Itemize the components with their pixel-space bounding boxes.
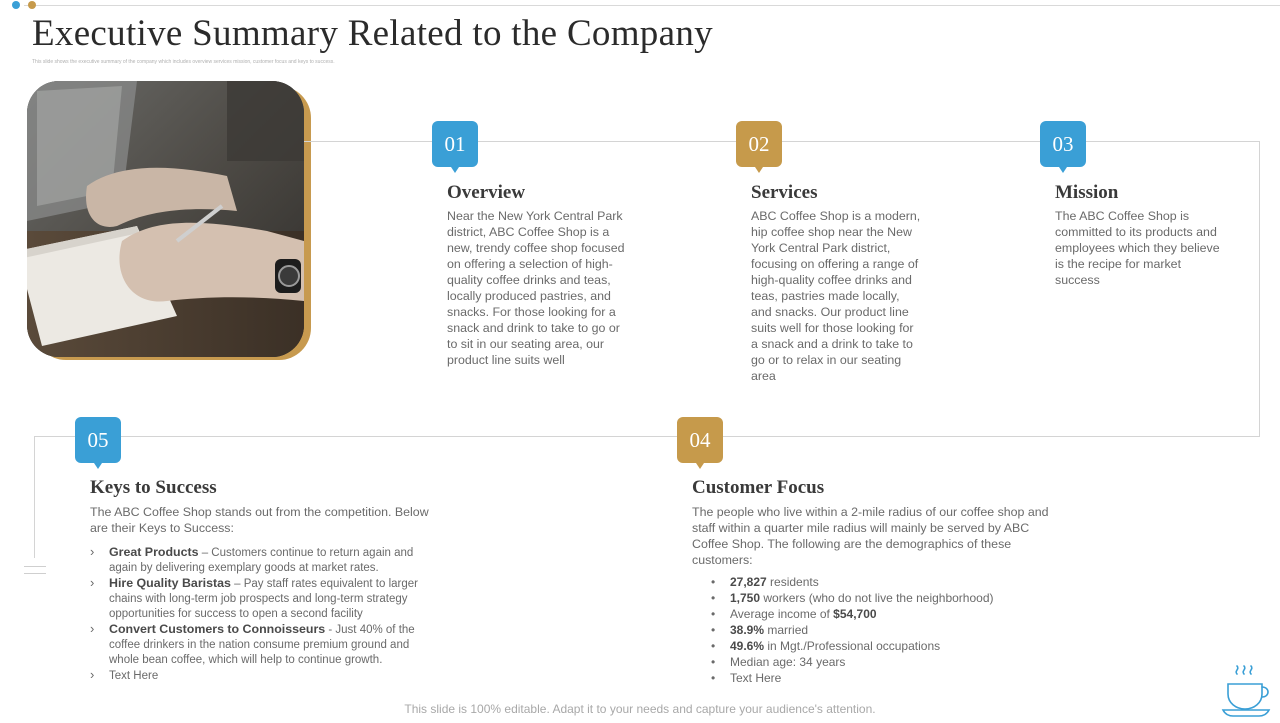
footer-note: This slide is 100% editable. Adapt it to your needs and capture your audience's attention. [404, 702, 876, 716]
services-text: ABC Coffee Shop is a modern, hip coffee shop near the New York Central Park district, focusing on offering a range of high-quality coffee drinks and teas, pastries made locally, and snacks. Our product line suits well for those looking for a snack and a drink to take to go or to relax in our seating area [751, 209, 921, 383]
connector-right [1259, 141, 1260, 437]
demo-post: in Mgt./Professional occupations [764, 639, 941, 653]
keys-intro: The ABC Coffee Shop stands out from the competition. Below are their Keys to Success: [90, 505, 429, 535]
hands-writing-photo [27, 81, 304, 357]
coffee-cup-icon [1220, 664, 1274, 718]
demo-value: 49.6% [730, 639, 765, 653]
connector-middle [34, 436, 1260, 437]
list-item [711, 574, 1051, 590]
demographics-list [711, 574, 1051, 686]
gold-dot [28, 1, 36, 9]
customer-intro: The people who live within a 2-mile radius of our coffee shop and staff within a quarter mile radius will mainly be served by ABC Coffee Shop. The following are the demographics of these customers: [692, 505, 1049, 567]
key-text: – Customers continue to return again and again by delivering exemplary goods at market rates. [109, 547, 414, 574]
demo-post: workers (who do not live the neighborhood) [760, 591, 994, 605]
mission-heading: Mission [1055, 182, 1119, 203]
key-text: - Just 40% of the coffee drinkers in the nation consume premium ground and whole bean coffee, which will help to continue growth. [109, 624, 415, 666]
demo-pre: Median age: 34 years [730, 655, 846, 669]
list-item [90, 622, 442, 668]
demo-value: 38.9% [730, 623, 765, 637]
left-mark [24, 566, 46, 567]
keys-heading: Keys to Success [90, 477, 217, 498]
list-item [711, 670, 1051, 686]
list-item [711, 654, 1051, 670]
list-item [711, 590, 1051, 606]
key-text: – Pay staff rates equivalent to larger chains with long-term job prospects and long-term strategy opportunities for success to open a second facility [109, 578, 418, 620]
list-item [90, 576, 442, 622]
keys-list [90, 545, 442, 684]
list-item [711, 622, 1051, 638]
demo-pre: Average income of [730, 607, 834, 621]
services-heading: Services [751, 182, 818, 203]
overview-heading: Overview [447, 182, 526, 203]
left-mark [24, 573, 46, 574]
page-title: Executive Summary Related to the Company [32, 13, 713, 54]
key-title: Hire Quality Baristas [109, 576, 231, 590]
blue-dot [12, 1, 20, 9]
badge-02: 02 [736, 121, 782, 167]
page-subtitle: This slide shows the executive summary of the company which includes overview services mission, customer focus and keys to success. [32, 59, 335, 65]
badge-04: 04 [677, 417, 723, 463]
top-divider [24, 5, 1280, 6]
list-item [90, 668, 442, 684]
demo-value: 1,750 [730, 591, 761, 605]
badge-05: 05 [75, 417, 121, 463]
demo-value: 27,827 [730, 575, 767, 589]
demo-post: residents [766, 575, 819, 589]
list-item [711, 638, 1051, 654]
overview-text: Near the New York Central Park district, ABC Coffee Shop is a new, trendy coffee shop focused on offering a selection of high-quality coffee drinks and teas, locally produced pastries, and snacks. For those looking for a snack and drink to take to go or to sit in our seating area, our product line suits well [447, 209, 625, 367]
mission-text: The ABC Coffee Shop is committed to its products and employees which they believe is the recipe for market success [1055, 209, 1220, 287]
list-item [90, 545, 442, 576]
demo-value: $54,700 [833, 607, 877, 621]
key-title: Great Products [109, 545, 199, 559]
key-title: Convert Customers to Connoisseurs [109, 622, 326, 636]
demo-post: married [764, 623, 809, 637]
customer-heading: Customer Focus [692, 477, 825, 498]
list-item [711, 606, 1051, 622]
badge-03: 03 [1040, 121, 1086, 167]
demo-pre: Text Here [730, 671, 782, 685]
connector-left [34, 436, 35, 558]
key-text: Text Here [109, 670, 159, 682]
badge-01: 01 [432, 121, 478, 167]
